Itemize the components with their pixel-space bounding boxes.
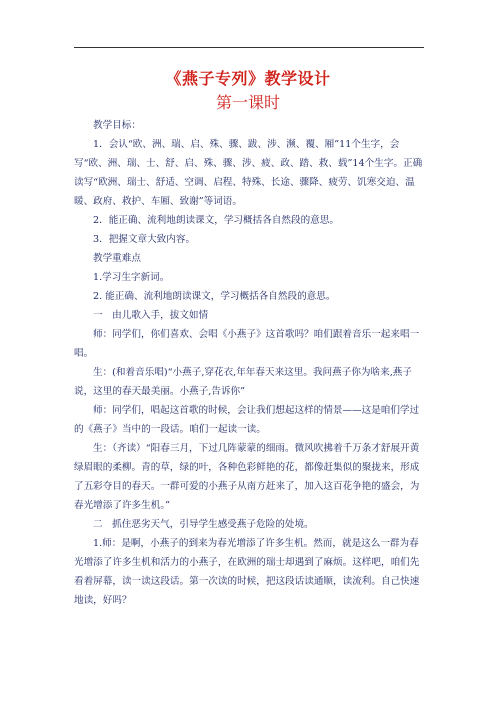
- goal-item-2: 2．能正确、流利地朗读课文，学习概括各自然段的意思。: [93, 215, 339, 226]
- step-heading-1: 一 由儿歌入手，拔文如情: [93, 310, 209, 321]
- section-heading-keypoints: 教学重难点: [93, 253, 141, 264]
- step-heading-2: 二 抓住恶劣天气，引导学生感受燕子危险的处境。: [93, 519, 314, 530]
- header-rule: [74, 47, 424, 48]
- document-title: 《燕子专列》教学设计: [165, 69, 331, 88]
- goal-item-3: 3．把握文章大致内容。: [93, 234, 196, 245]
- dialogue-paragraph: 生：(和着音乐唱)“小燕子,穿花衣,年年春天来这里。我问燕子你为啥来,燕子说，这里的春天最美丽。小燕子,告诉你”: [74, 367, 412, 397]
- goal-item-1: 1．会认“欧、洲、瑞、启、殊、骤、跋、涉、濒、覆、厢”11个生字，会写“欧、洲、瑞、士、舒、启、殊、骤、涉、疲、政、踏、救、载”14个生字。正确读写“欧洲、瑞士、舒适、空调、启程、特殊、长途、骤降、疲劳、饥寒交迫、温暖、政府、救护、车厢、致谢”等词语。: [74, 139, 423, 207]
- dialogue-paragraph: 师：同学们，你们喜欢、会唱《小燕子》这首歌吗？咱们跟着音乐一起来唱一唱。: [74, 329, 420, 359]
- section-heading-goals: 教学目标：: [93, 120, 141, 131]
- dialogue-paragraph: 师：同学们，唱起这首歌的时候，会让我们想起这样的情景——这是咱们学过的《燕子》当中的一段话。咱们一起读一读。: [74, 405, 420, 435]
- keypoint-item-2: 2. 能正确、流利地朗读课文，学习概括各自然段的意思。: [93, 291, 336, 302]
- lesson-subtitle: 第一课时: [215, 93, 280, 112]
- dialogue-paragraph: 生：（齐读）“阳春三月，下过几阵蒙蒙的细雨。微风吹拂着千万条才舒展开黄绿眉眼的柔柳。青的草，绿的叶，各种色彩鲜艳的花，都像赶集似的聚拢来，形成了五彩夺目的春天。一群可爱的小燕子从南方赶来了，加入这百花争艳的盛会，为春光增添了许多生机。”: [74, 443, 420, 511]
- keypoint-item-1: 1.学习生字新词。: [93, 272, 170, 283]
- document-body: [74, 116, 424, 610]
- dialogue-paragraph: 1.师：是啊，小燕子的到来为春光增添了许多生机。然而，就是这么一群为春光增添了许多生机和活力的小燕子，在欧洲的瑞士却遇到了麻烦。这样吧，咱们先看着屏幕，读一读这段话。第一次读的时候，把这段话读通顺，读流利。自己快速地读，好吗？: [74, 538, 420, 606]
